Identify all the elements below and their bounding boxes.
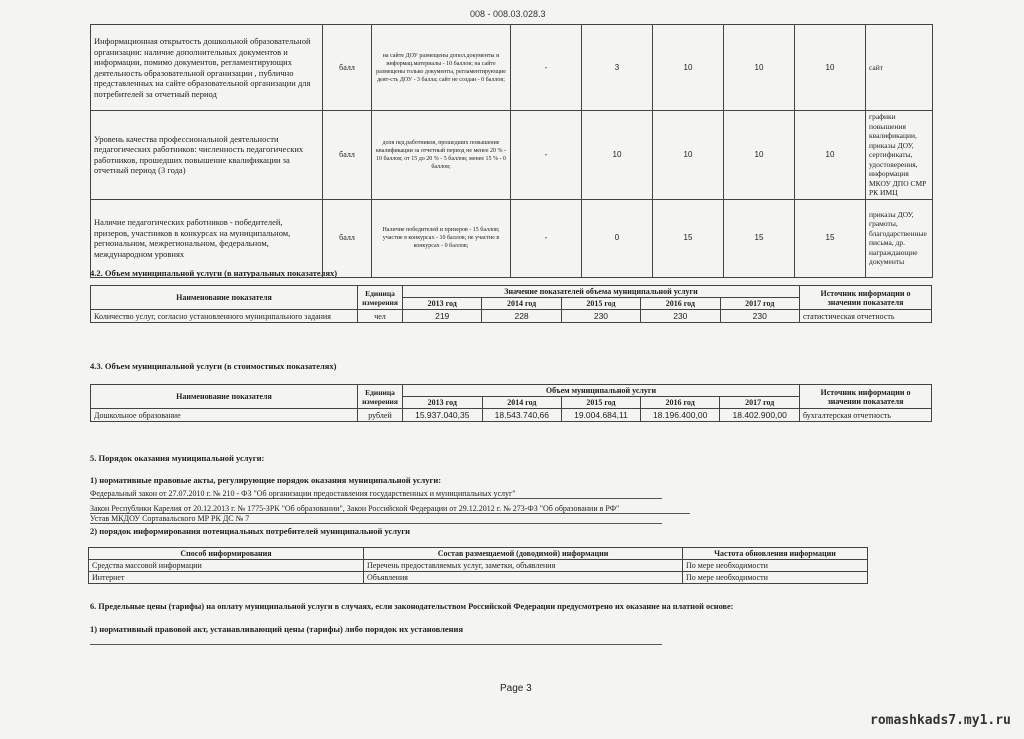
col-header-content: Состав размещаемой (доводимой) информации [364,548,683,560]
indicator-unit: балл [323,25,372,111]
row-value: 230 [641,310,720,323]
table-row [91,25,933,111]
year-header: 2014 год [482,397,562,409]
year-header: 2016 год [641,298,720,310]
info-frequency: По мере необходимости [683,572,868,584]
indicator-unit: балл [323,199,372,277]
table-row [89,572,868,584]
info-frequency: По мере необходимости [683,560,868,572]
indicator-value: - [511,111,582,200]
section-5-sub2: 2) порядок информирования потенциальных потребителей муниципальной услуги [90,526,411,536]
col-header-unit: Единица измерения [358,385,403,409]
row-value: 230 [561,310,640,323]
row-value: 219 [403,310,482,323]
table-row [91,409,932,422]
table-header-row [91,286,932,298]
table-row [91,111,933,200]
indicator-value: - [511,199,582,277]
indicator-value: 10 [795,25,866,111]
col-header-unit: Единица измерения [358,286,403,310]
table-row [91,310,932,323]
info-method: Средства массовой информации [89,560,364,572]
indicator-value: 10 [724,111,795,200]
year-header: 2014 год [482,298,561,310]
info-content: Перечень предоставляемых услуг, заметки, объявления [364,560,683,572]
document-code: 008 - 008.03.028.3 [470,9,546,19]
col-header-frequency: Частота обновления информации [683,548,868,560]
indicator-rule: на сайте ДОУ размещены допол.документы и информац.материалы - 10 баллов; на сайте размещены только документы, регламентирующие деят-сть ДОУ - 3 балла; сайт не создан - 0 баллов; [372,25,511,111]
indicator-value: 10 [653,111,724,200]
site-watermark: romashkads7.my1.ru [870,713,1011,728]
year-header: 2013 год [403,397,483,409]
indicator-value: - [511,25,582,111]
col-header-group: Объем муниципальной услуги [403,385,800,397]
year-header: 2017 год [720,397,800,409]
indicator-unit: балл [323,111,372,200]
section-4-3-title: 4.3. Объем муниципальной услуги (в стоимостных показателях) [90,361,337,371]
row-value: 18.543.740,66 [482,409,562,422]
row-unit: рублей [358,409,403,422]
year-header: 2015 год [562,397,641,409]
indicator-value: 0 [582,199,653,277]
indicator-name: Информационная открытость дошкольной образовательной организации: наличие дополнительных документов и информации, помимо документов, регламентирующих деятельность образовательной организации , публично представленных на сайте образовательной организации для потребителей за отчетный период [91,25,323,111]
row-value: 19.004.684,11 [562,409,641,422]
section-4-2-title: 4.2. Объем муниципальной услуги (в натуральных показателях) [90,268,338,278]
indicator-value: 10 [724,25,795,111]
quality-indicators-table [90,24,933,278]
year-header: 2015 год [561,298,640,310]
section-6-title: 6. Предельные цены (тарифы) на оплату муниципальной услуги в случаях, если законодательством Российской Федерации предусмотрено их оказание на платной основе: [90,602,734,611]
indicator-value: 15 [795,199,866,277]
indicator-source: графики повышения квалификации, приказы ДОУ, сертификаты, удостоверения, информация МКОУ ДПО СМР РК ИМЦ [866,111,933,200]
section-5-sub1: 1) нормативные правовые акты, регулирующие порядок оказания муниципальной услуги: [90,475,442,485]
indicator-value: 10 [653,25,724,111]
natural-volume-table [90,285,932,323]
table-header-row [91,385,932,397]
informing-table [88,547,868,584]
indicator-name: Наличие педагогических работников - победителей, призеров, участников в конкурсах на муниципальном, региональном, межрегиональном, федеральном, международном уровнях [91,199,323,277]
table-row [89,560,868,572]
indicator-value: 15 [653,199,724,277]
table-header-row [89,548,868,560]
indicator-value: 10 [795,111,866,200]
legal-act-line: Федеральный закон от 27.07.2010 г. № 210 - ФЗ "Об организации предоставления государственных и муниципальных услуг" [90,489,662,499]
year-header: 2013 год [403,298,482,310]
indicator-rule: Наличие победителей и призеров - 15 баллов; участие в конкурсах - 10 баллов; не участие в конкурсах - 0 баллов; [372,199,511,277]
row-value: 230 [720,310,800,323]
row-source: статистическая отчетность [800,310,932,323]
col-header-name: Наименование показателя [91,385,358,409]
indicator-value: 15 [724,199,795,277]
row-name: Количество услуг, согласно установленного муниципального задания [91,310,358,323]
col-header-group: Значение показателей объема муниципальной услуги [403,286,800,298]
page-number: Page 3 [500,683,532,694]
row-name: Дошкольное образование [91,409,358,422]
row-value: 18.196.400,00 [640,409,720,422]
cost-volume-table [90,384,932,422]
row-value: 15.937.040,35 [403,409,483,422]
table-row [91,199,933,277]
row-source: бухгалтерская отчетность [800,409,932,422]
row-value: 228 [482,310,561,323]
section-5-title: 5. Порядок оказания муниципальной услуги: [90,453,265,463]
legal-act-line: Устав МКДОУ Сортавальского МР РК ДС № 7 [90,514,662,524]
indicator-source: приказы ДОУ, грамоты, благодарственные письма, др. награждающие документы [866,199,933,277]
col-header-source: Источник информации о значении показателя [800,286,932,310]
year-header: 2017 год [720,298,800,310]
col-header-name: Наименование показателя [91,286,358,310]
indicator-name: Уровень качества профессиональной деятельности педагогических работников: численность педагогических работников, прошедших повышение квалификации за отчетный период (3 года) [91,111,323,200]
indicator-value: 10 [582,111,653,200]
indicator-source: сайт [866,25,933,111]
col-header-method: Способ информирования [89,548,364,560]
row-value: 18.402.900,00 [720,409,800,422]
col-header-source: Источник информации о значении показателя [800,385,932,409]
indicator-rule: доля пед.работников, прошедших повышение квалификации за отчетный период не менее 20 % - 10 баллов; от 15 до 20 % - 5 баллов; менее 15 % - 0 баллов; [372,111,511,200]
info-method: Интернет [89,572,364,584]
indicator-value: 3 [582,25,653,111]
year-header: 2016 год [640,397,720,409]
section-6-sub1: 1) нормативный правовой акт, устанавливающий цены (тарифы) либо порядок их установления [90,624,662,645]
legal-act-line: Закон Республики Карелия от 20.12.2013 г. № 1775-ЗРК "Об образовании", Закон Российской Федерации от 29.12.2012 г. № 273-ФЗ "Об образовании в РФ" [90,504,690,514]
info-content: Объявления [364,572,683,584]
row-unit: чел [358,310,403,323]
